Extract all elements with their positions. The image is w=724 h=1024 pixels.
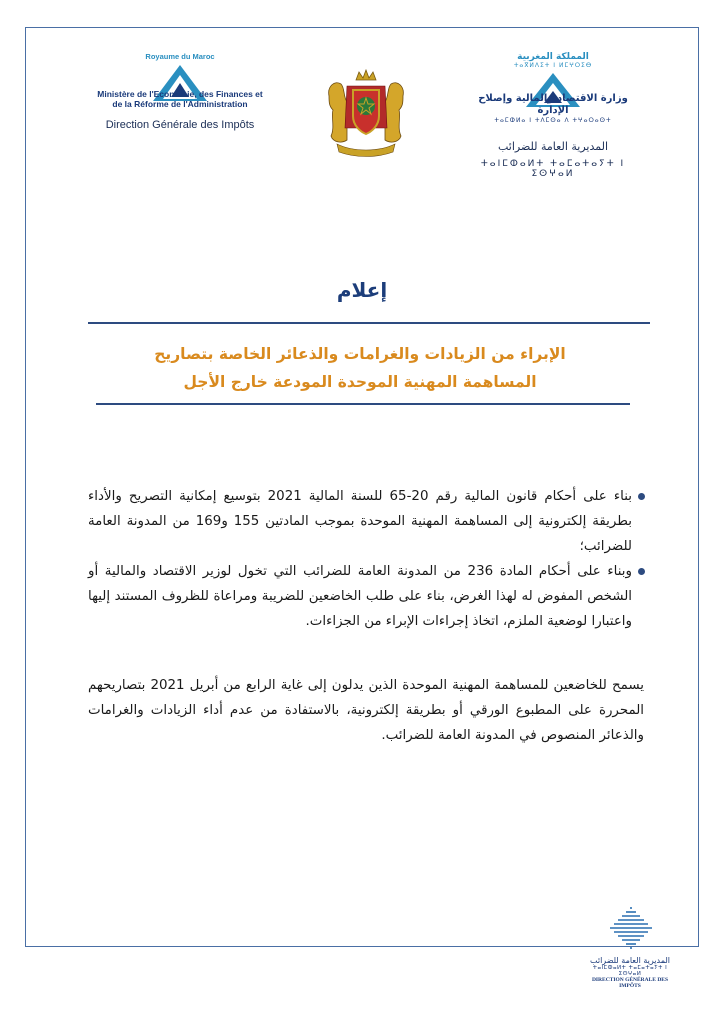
ministere-tifinagh-label: ⵜⴰⵎⵀⵍⴰ ⵏ ⵜⴷⵎⵙⴰ ⴷ ⵜⵖⴰⵔⴰⵙⵜ xyxy=(494,117,612,124)
ministere-ar-label: وزارة الاقتصاد والمالية وإصلاح الإدارة xyxy=(478,93,628,116)
bullet-icon xyxy=(638,568,645,575)
dgi-diamond-icon xyxy=(606,906,654,950)
title-divider-bottom xyxy=(96,403,630,405)
royal-coat-of-arms-icon xyxy=(323,66,409,158)
list-item-text: وبناء على أحكام المادة 236 من المدونة العامة للضرائب التي تخول لوزير الاقتصاد والمالية أو الشخص المفوض له لهذا الغرض، بناء على طلب الخاضعين للضريبة ومراعاة للظروف المستند إليها واعتبارا لوضعية الملزم، اتخاذ إجراءات الإبراء من الجزاءات. xyxy=(88,564,632,629)
decision-paragraph: يسمح للخاضعين للمساهمة المهنية الموحدة الذين يدلون إلى غاية الرابع من أبريل 2021 بتصاريحهم المحررة على المطبوع الورقي أو بطريقة إلكترونية، بالاستفادة من عدم أداء الزيادات والغرامات والذعائر المنصوص في المدونة العامة للضرائب. xyxy=(88,678,644,743)
direction-fr-label: Direction Générale des Impôts xyxy=(105,119,255,131)
page-title: إعلام xyxy=(336,278,388,302)
royaume-ar-label: المملكة المغربية xyxy=(517,52,589,62)
considerations-list xyxy=(88,484,644,634)
royaume-label: Royaume du Maroc xyxy=(145,52,215,61)
footer-logo xyxy=(582,906,678,989)
footer-french-label: DIRECTION GÉNÉRALE DES IMPÔTS xyxy=(591,977,669,989)
footer-arabic-label: المديرية العامة للضرائب xyxy=(590,956,670,965)
header-right-logo xyxy=(468,52,638,179)
bullet-icon xyxy=(638,493,645,500)
header-left-logo xyxy=(95,52,265,131)
subtitle-line-1: الإبراء من الزيادات والغرامات والذعائر الخاصة بتصاريح xyxy=(154,345,566,363)
ministere-label: Ministère de l'Economie, des Finances et de la Réforme de l'Administration xyxy=(97,89,263,109)
list-item xyxy=(88,484,644,559)
royaume-tifinagh-label: ⵜⴰⴳⵍⴷⵉⵜ ⵏ ⵍⵎⵖⵔⵉⴱ xyxy=(513,62,593,69)
subtitle xyxy=(90,340,630,396)
direction-tifinagh-label: ⵜⴰⵏⵎⵀⴰⵍⵜ ⵜⴰⵎⴰⵜⴰⵢⵜ ⵏ ⵉⵙⵖⴰⵍ xyxy=(480,159,626,179)
direction-ar-label: المديرية العامة للضرائب xyxy=(498,140,608,153)
list-item xyxy=(88,559,644,634)
footer-tifinagh-label: ⵜⴰⵏⵎⵀⴰⵍⵜ ⵜⴰⵎⴰⵜⴰⵢⵜ ⵏ ⵉⵙⵖⴰⵍ xyxy=(592,965,668,977)
list-item-text: بناء على أحكام قانون المالية رقم 20-65 للسنة المالية 2021 بتوسيع إمكانية التصريح والأداء بطريقة إلكترونية إلى المساهمة المهنية الموحدة بموجب المادتين 155 و169 من المدونة العامة للضرائب؛ xyxy=(88,489,632,554)
title-divider-top xyxy=(88,322,650,324)
subtitle-line-2: المساهمة المهنية الموحدة المودعة خارج الأجل xyxy=(183,373,537,391)
